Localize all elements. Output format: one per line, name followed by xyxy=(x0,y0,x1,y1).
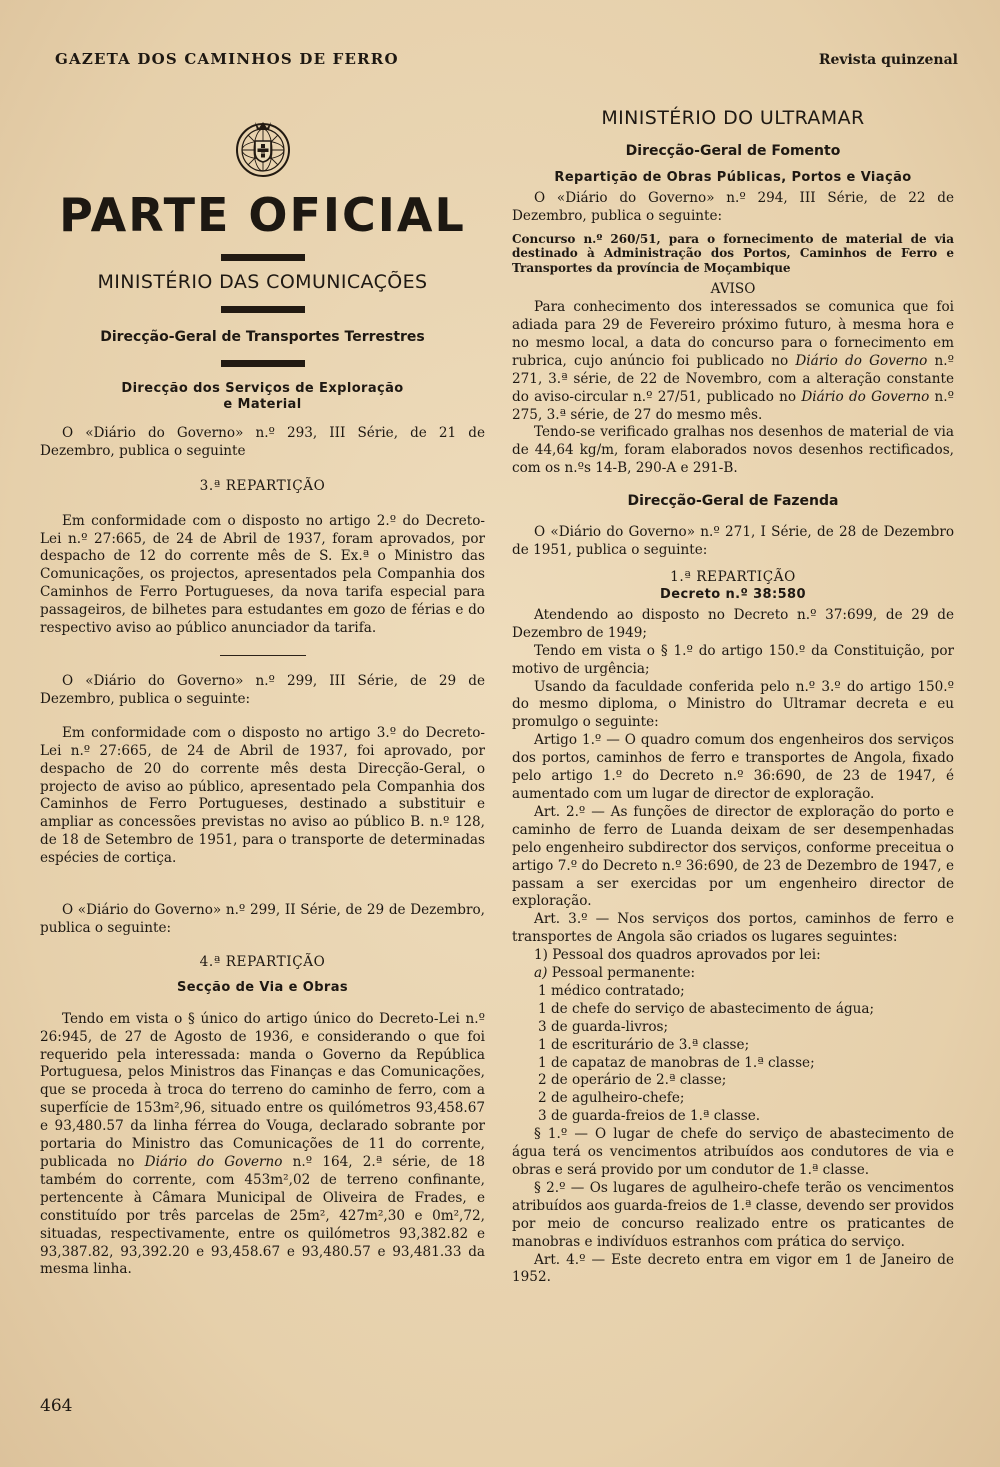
notice-5-intro: O «Diário do Governo» n.º 271, I Série, de 28 de Dezembro de 1951, publica o seguinte: xyxy=(512,524,954,559)
ministry-heading: MINISTÉRIO DAS COMUNICAÇÕES xyxy=(97,271,428,293)
periodicity-label: Revista quinzenal xyxy=(818,52,958,68)
aviso-text-a: Para conhecimento dos interessados se comunica que foi adiada para 29 de Fevereiro próximo futuro, à mesma hora e no mesmo local, a data do concurso para o fornecimento em rubrica, cujo anúncio foi publicado no xyxy=(512,299,954,369)
page-number: 464 xyxy=(40,1396,73,1416)
aviso-heading: AVISO xyxy=(710,281,756,298)
aviso-text-c: n.º 275, 3.ª série, de 27 do mesmo mês. xyxy=(512,388,954,423)
divider-rule xyxy=(221,360,305,367)
paragraph-1: § 1.º — O lugar de chefe do serviço de abastecimento de água terá os vencimentos atribuídos aos condutores de via e obras e será provido por um condutor de 1.ª classe. xyxy=(512,1126,954,1178)
publication-title: GAZETA DOS CAMINHOS DE FERRO xyxy=(55,50,399,68)
aviso-paragraph-2: Tendo-se verificado gralhas nos desenhos de material de via de 44,64 kg/m, foram elaborados novos desenhos rectificados, com os n.ºs 14-B, 290-A e 291-B. xyxy=(512,424,954,477)
directorate-fomento-heading: Direcção-Geral de Fomento xyxy=(625,142,841,159)
notice-3-body-italic: Diário do Governo xyxy=(144,1154,283,1170)
notice-3-body-text-b: n.º 164, 2.ª série, de 18 também do corrente, com 453m²,02 de terreno confinante, pertencente à Câmara Municipal de Oliveira de Frades, e constituído por três parcelas de 25m², 427m²,30 e 0m²,72, situadas, respectivamente, entre os quilómetros 93,382.82 e 93,387.82, 93,392.20 e 93,458.67 e 93,480.57 e 93,481.33 da mesma linha. xyxy=(40,1154,485,1278)
aviso-italic-2: Diário do Governo xyxy=(801,388,930,405)
list-item: 2 de operário de 2.ª classe; xyxy=(538,1072,727,1089)
directorate-fazenda-heading: Direcção-Geral de Fazenda xyxy=(627,493,839,510)
coat-of-arms-icon xyxy=(229,114,297,182)
list-item: 3 de guarda-livros; xyxy=(538,1018,669,1035)
list-intro: 1) Pessoal dos quadros aprovados por lei: xyxy=(534,947,821,964)
division-heading: Repartição de Obras Públicas, Portos e Viação xyxy=(554,169,912,185)
article-1: Artigo 1.º — O quadro comum dos engenheiros dos serviços dos portos, caminhos de ferro e transportes de Angola, fixado pelo artigo 1.º do Decreto n.º 36:690, de 23 de 1947, é aumentado com um lugar de director de exploração. xyxy=(512,732,954,802)
notice-2-body: Em conformidade com o disposto no artigo 3.º do Decreto-Lei n.º 27:665, de 24 de Abril de 1937, foi aprovado, por despacho de 20 do corrente mês desta Direcção-Geral, o projecto de aviso ao público, apresentado pela Companhia dos Caminhos de Ferro Portugueses, destinado a substituir e ampliar as concessões previstas no aviso ao público B. n.º 128, de 18 de Setembro de 1951, para o transporte de determinadas espécies de cortiça. xyxy=(40,724,485,867)
notice-1-intro: O «Diário do Governo» n.º 293, III Série, de 21 de Dezembro, publica o seguinte xyxy=(40,424,485,459)
list-sub-letter: a) xyxy=(534,965,548,982)
preamble-1: Atendendo ao disposto no Decreto n.º 37:699, de 29 de Dezembro de 1949; xyxy=(512,606,954,641)
article-4: Art. 4.º — Este decreto entra em vigor em 1 de Janeiro de 1952. xyxy=(512,1251,954,1286)
aviso-paragraph-1 xyxy=(512,299,954,424)
list-item: 1 de chefe do serviço de abastecimento de água; xyxy=(538,1000,875,1017)
notice-3-body-text-a: Tendo em vista o § único do artigo único do Decreto-Lei n.º 26:945, de 27 de Agosto de 1936, e considerando o que foi requerido pela interessada: manda o Governo da República Portuguesa, pelos Ministros das Finanças e das Comunicações, que se proceda à troca do terreno do caminho de ferro, com a superfície de 153m²,96, situado entre os quilómetros 93,458.67 e 93,480.57 da linha férrea do Vouga, declarado sobrante por portaria do Ministro das Comunicações de 11 do corrente, publicada no xyxy=(40,1010,485,1170)
list-item: 2 de agulheiro-chefe; xyxy=(538,1090,685,1107)
notice-3-section: Secção de Via e Obras xyxy=(176,979,349,995)
notice-3-intro: O «Diário do Governo» n.º 299, II Série, de 29 de Dezembro, publica o seguinte: xyxy=(40,902,485,936)
coat-of-arms xyxy=(40,114,485,182)
list-item: 3 de guarda-freios de 1.ª classe. xyxy=(538,1108,761,1125)
preamble-2: Tendo em vista o § 1.º do artigo 150.º da Constituição, por motivo de urgência; xyxy=(512,642,954,677)
running-head xyxy=(55,50,958,68)
list-sub-heading xyxy=(512,965,954,983)
ministry-heading-ultramar: MINISTÉRIO DO ULTRAMAR xyxy=(601,107,865,129)
notice-1-repartition: 3.ª REPARTIÇÃO xyxy=(199,477,326,494)
left-column xyxy=(40,110,485,1279)
list-item: 1 médico contratado; xyxy=(538,982,685,999)
aviso-italic-1: Diário do Governo xyxy=(795,352,928,369)
notice-3-body xyxy=(40,1011,485,1280)
aviso-text-b: n.º 271, 3.ª série, de 22 de Novembro, com a alteração constante do aviso-circular n.º 27/51, publicado no xyxy=(512,352,954,405)
right-column xyxy=(512,107,954,1287)
preamble-3: Usando da faculdade conferida pelo n.º 3.º do artigo 150.º do mesmo diploma, o Ministro do Ultramar decreta e eu promulgo o seguinte: xyxy=(512,678,954,731)
article-3: Art. 3.º — Nos serviços dos portos, caminhos de ferro e transportes de Angola são criados os lugares seguintes: xyxy=(512,911,954,946)
notice-4-intro: O «Diário do Governo» n.º 294, III Série, de 22 de Dezembro, publica o seguinte: xyxy=(512,189,954,224)
divider-rule xyxy=(221,306,305,313)
article-2: Art. 2.º — As funções de director de exploração do porto e caminho de ferro de Luanda deixam de ser desempenhadas pelo engenheiro subdirector dos serviços, conforme preceitua o artigo 7.º do Decreto n.º 36:690, de 23 de Dezembro de 1947, e passam a ser exercidas por um engenheiro director de exploração. xyxy=(512,803,954,910)
service-heading-line-2: e Material xyxy=(223,396,302,412)
notice-1-body: Em conformidade com o disposto no artigo 2.º do Decreto-Lei n.º 27:665, de 24 de Abril de 1937, foram aprovados, por despacho de 12 do corrente mês de S. Ex.ª o Ministro das Comunicações, os projectos, apresentados pela Companhia dos Caminhos de Ferro Portugueses, da nova tarifa especial para passageiros, de bilhetes para estudantes em gozo de férias e do respectivo aviso ao público anunciador da tarifa. xyxy=(40,512,485,637)
contest-title: Concurso n.º 260/51, para o fornecimento de material de via destinado à Administração dos Portos, Caminhos de Ferro e Transportes da província de Moçambique xyxy=(512,231,954,275)
section-heading: PARTE OFICIAL xyxy=(59,188,466,242)
decree-repartition: 1.ª REPARTIÇÃO xyxy=(670,569,796,585)
list-item: 1 de escriturário de 3.ª classe; xyxy=(538,1036,750,1053)
list-sub-text: Pessoal permanente: xyxy=(547,965,696,982)
notice-2-intro: O «Diário do Governo» n.º 299, III Série, de 29 de Dezembro, publica o seguinte: xyxy=(40,672,485,707)
notice-3-repartition: 4.ª REPARTIÇÃO xyxy=(199,953,326,970)
decree-title: Decreto n.º 38:580 xyxy=(660,586,806,602)
directorate-heading: Direcção-Geral de Transportes Terrestres xyxy=(100,328,425,345)
list-item: 1 de capataz de manobras de 1.ª classe; xyxy=(538,1054,815,1071)
paragraph-2: § 2.º — Os lugares de agulheiro-chefe terão os vencimentos atribuídos aos guarda-freios de 1.ª classe, devendo ser providos por meio de concurso realizado entre os praticantes de manobras e indivíduos estranhos com prática do serviço. xyxy=(512,1179,954,1250)
divider-rule xyxy=(221,254,305,261)
service-heading-line-1: Direcção dos Serviços de Exploração xyxy=(121,380,404,396)
